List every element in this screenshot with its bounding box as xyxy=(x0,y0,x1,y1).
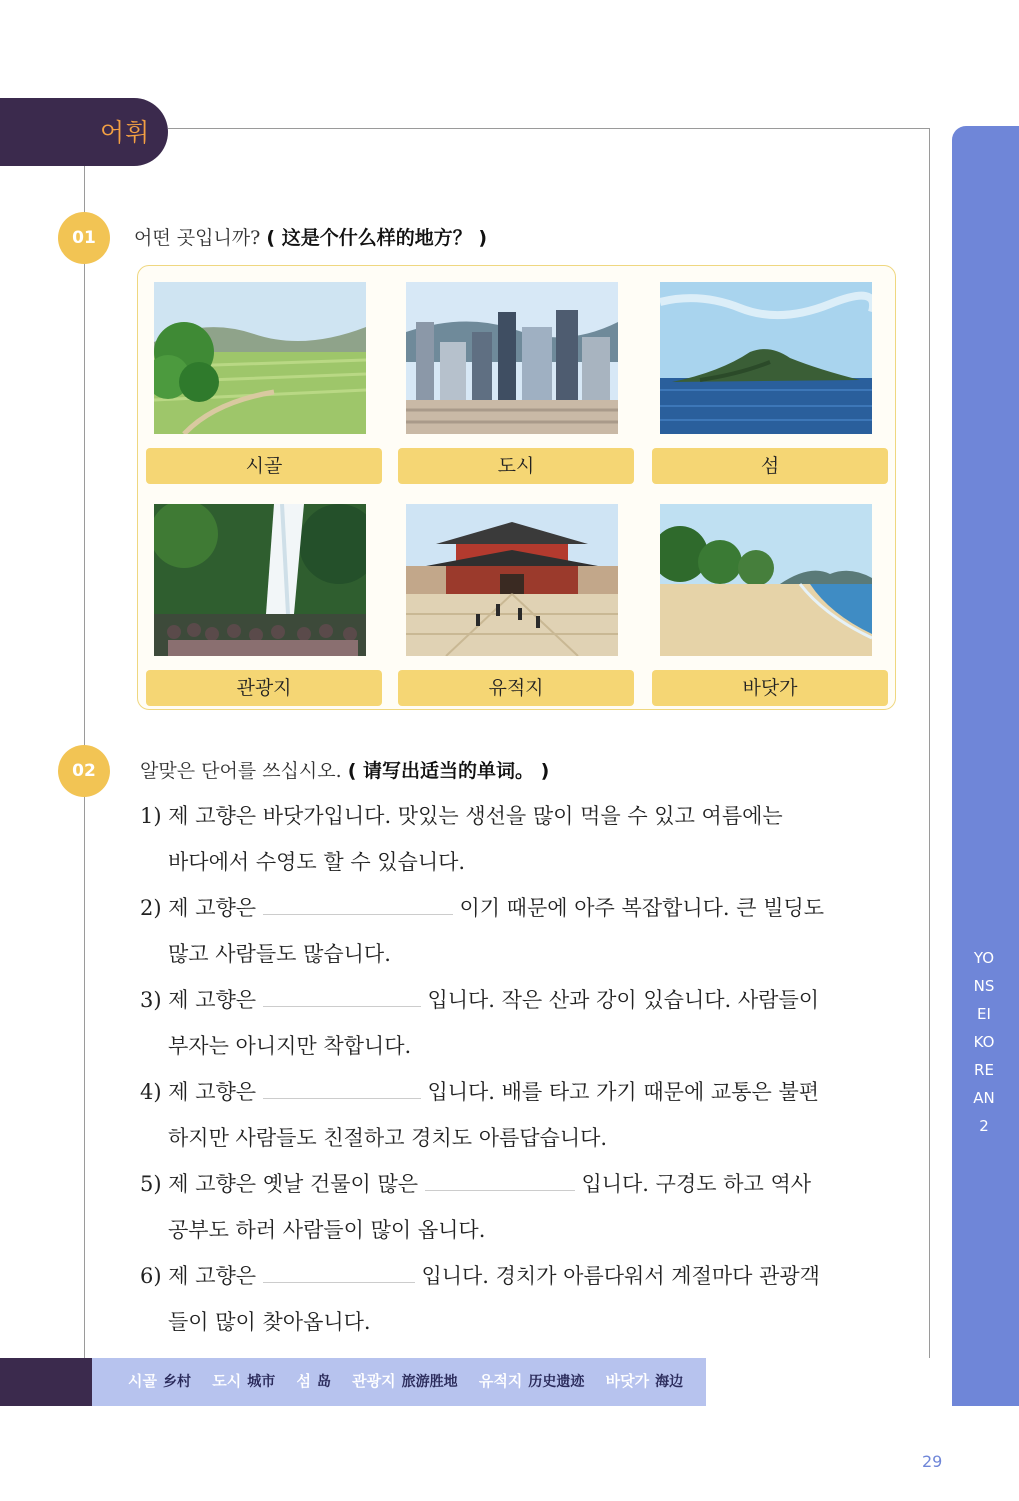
item-6-answer-blank[interactable] xyxy=(263,1281,415,1283)
item-5-suffix: 입니다. 구경도 하고 역사 xyxy=(581,1172,812,1196)
exercise-1-prompt-zh: ( 这是个什么样的地方？ ) xyxy=(266,227,488,249)
vocab-zh-1: 乡村 xyxy=(162,1374,191,1390)
exercise-2-item-2-line-1 xyxy=(140,892,824,922)
place-card-island xyxy=(652,270,888,480)
place-label-tourist-spot: 관광지 xyxy=(146,670,382,706)
place-card-beach xyxy=(652,492,888,702)
vocab-ko-4: 관광지 xyxy=(352,1372,396,1390)
vocab-zh-4: 旅游胜地 xyxy=(401,1374,458,1390)
place-label-historic-site: 유적지 xyxy=(398,670,634,706)
exercise-2-prompt-zh: ( 请写出适当的单词。 ) xyxy=(347,760,550,782)
place-card-tourist-spot xyxy=(146,492,382,702)
exercise-2-badge: 02 xyxy=(58,745,110,797)
place-label-beach: 바닷가 xyxy=(652,670,888,706)
waterfall-picture xyxy=(154,504,366,656)
side-band-text: YONSEI KOREAN 2 xyxy=(973,949,995,1135)
item-6-suffix: 입니다. 경치가 아름다워서 계절마다 관광객 xyxy=(421,1264,820,1288)
item-5-answer-blank[interactable] xyxy=(425,1189,575,1191)
exercise-2-item-3-line-1 xyxy=(140,984,819,1014)
frame-right-line xyxy=(929,128,930,1358)
vocab-zh-5: 历史遗迹 xyxy=(528,1374,585,1390)
page-number: 29 xyxy=(922,1452,943,1471)
city-picture xyxy=(406,282,618,434)
vocab-zh-3: 岛 xyxy=(316,1374,331,1390)
vocab-ko-5: 유적지 xyxy=(478,1372,523,1390)
exercise-1-prompt-ko: 어떤 곳입니까? xyxy=(134,227,261,249)
item-3-prefix: 3) 제 고향은 xyxy=(140,988,257,1012)
side-band xyxy=(952,126,1019,1406)
vocab-ko-1: 시골 xyxy=(128,1372,157,1390)
place-card-historic-site xyxy=(398,492,634,702)
exercise-2-prompt xyxy=(140,756,549,783)
exercise-2-item-6-line-2: 들이 많이 찾아옵니다. xyxy=(168,1310,371,1334)
exercise-2-item-2-line-2: 많고 사람들도 많습니다. xyxy=(168,942,391,966)
item-3-answer-blank[interactable] xyxy=(263,1005,421,1007)
exercise-2-item-4-line-2: 하지만 사람들도 친절하고 경치도 아름답습니다. xyxy=(168,1126,608,1150)
item-2-suffix: 이기 때문에 아주 복잡합니다. 큰 빌딩도 xyxy=(459,896,825,920)
exercise-1-prompt xyxy=(134,223,487,250)
beach-picture xyxy=(660,504,872,656)
place-label-island: 섬 xyxy=(652,448,888,484)
frame-top-line xyxy=(168,128,930,129)
exercise-2-item-3-line-2: 부자는 아니지만 착합니다. xyxy=(168,1034,412,1058)
item-2-answer-blank[interactable] xyxy=(263,913,453,915)
exercise-2-item-5-line-1 xyxy=(140,1168,811,1198)
vocab-zh-2: 城市 xyxy=(247,1374,276,1390)
vocabulary-list xyxy=(128,1370,699,1391)
section-tab-label: 어휘 xyxy=(100,118,151,147)
vocab-ko-2: 도시 xyxy=(212,1372,242,1390)
item-5-prefix: 5) 제 고향은 옛날 건물이 많은 xyxy=(140,1172,419,1196)
picture-grid xyxy=(137,265,896,710)
vocab-zh-6: 海边 xyxy=(655,1374,684,1390)
exercise-2-item-4-line-1 xyxy=(140,1076,819,1106)
place-label-countryside: 시골 xyxy=(146,448,382,484)
palace-picture xyxy=(406,504,618,656)
exercise-2-item-1-line-1: 1) 제 고향은 바닷가입니다. 맛있는 생선을 많이 먹을 수 있고 여름에는 xyxy=(140,804,783,828)
exercise-2-prompt-ko: 알맞은 단어를 쓰십시오. xyxy=(140,760,342,782)
place-label-city: 도시 xyxy=(398,448,634,484)
countryside-picture xyxy=(154,282,366,434)
island-picture xyxy=(660,282,872,434)
exercise-2-item-6-line-1 xyxy=(140,1260,820,1290)
exercise-1-badge: 01 xyxy=(58,212,110,264)
item-4-answer-blank[interactable] xyxy=(263,1097,421,1099)
place-card-city xyxy=(398,270,634,480)
item-4-suffix: 입니다. 배를 타고 가기 때문에 교통은 불편 xyxy=(427,1080,820,1104)
vocabulary-bar-accent xyxy=(0,1358,92,1406)
vocab-ko-6: 바닷가 xyxy=(605,1372,650,1390)
item-2-prefix: 2) 제 고향은 xyxy=(140,896,257,920)
item-3-suffix: 입니다. 작은 산과 강이 있습니다. 사람들이 xyxy=(427,988,820,1012)
exercise-2-item-5-line-2: 공부도 하러 사람들이 많이 옵니다. xyxy=(168,1218,486,1242)
place-card-countryside xyxy=(146,270,382,480)
exercise-2-item-1-line-2: 바다에서 수영도 할 수 있습니다. xyxy=(168,850,466,874)
item-6-prefix: 6) 제 고향은 xyxy=(140,1264,257,1288)
vocab-ko-3: 섬 xyxy=(296,1372,311,1390)
item-4-prefix: 4) 제 고향은 xyxy=(140,1080,257,1104)
